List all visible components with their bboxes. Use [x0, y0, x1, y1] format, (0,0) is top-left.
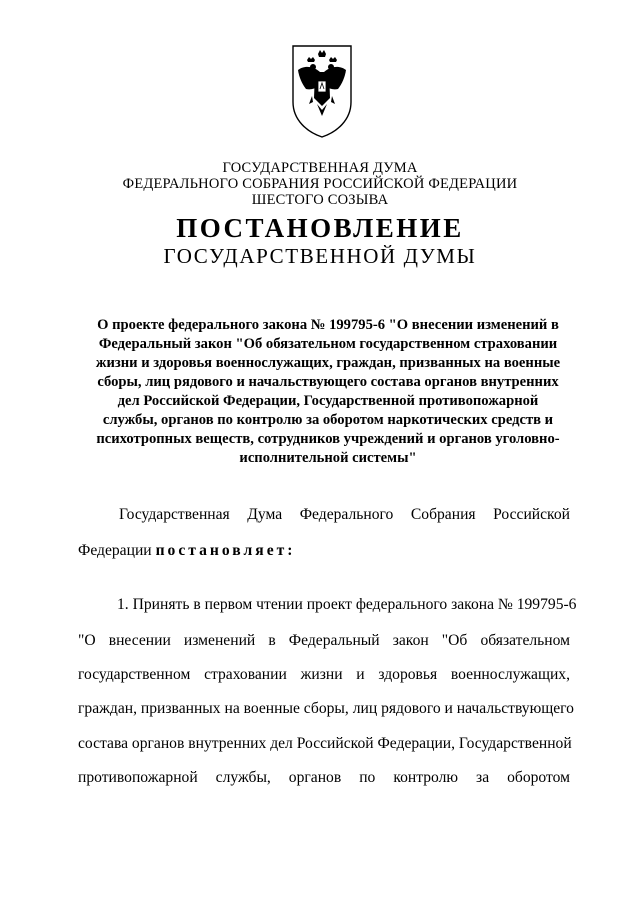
subject-line: Федеральный закон "Об обязательном государственном страховании [98, 336, 558, 352]
convocation-line: ШЕСТОГО СОЗЫВА [251, 192, 389, 208]
subject-line: сборы, лиц рядового и начальствующего состава органов внутренних [97, 374, 559, 390]
document-issuer-subtitle: ГОСУДАРСТВЕННОЙ ДУМЫ [163, 244, 477, 268]
subject-line: жизни и здоровья военнослужащих, граждан, призванных на военные [95, 355, 561, 371]
subject-line: дел Российской Федерации, Государственной противопожарной [117, 393, 539, 409]
item-1-line: граждан, призванных на военные сборы, лиц рядового и начальствующего [78, 700, 574, 717]
state-emblem-icon [287, 40, 357, 140]
subject-line: О проекте федерального закона № 199795-6 "О внесении изменений в [97, 317, 559, 333]
item-1-line: "О внесении изменений в Федеральный закон "Об обязательном [78, 632, 570, 649]
item-1-line: противопожарной службы, органов по контролю за оборотом [78, 769, 570, 786]
item-1-line: состава органов внутренних дел Российской Федерации, Государственной [78, 735, 572, 752]
subject-line: психотропных веществ, сотрудников учреждений и органов уголовно- [96, 431, 560, 447]
subject-line: службы, органов по контролю за оборотом наркотических средств и [102, 412, 554, 428]
organization-line-1: ГОСУДАРСТВЕННАЯ ДУМА [222, 160, 418, 176]
resolves-verb: постановляет: [155, 542, 296, 559]
subject-line: исполнительной системы" [239, 450, 417, 466]
preamble-subject: Федерации [78, 542, 152, 559]
preamble-line-2 [78, 541, 570, 560]
organization-line-2: ФЕДЕРАЛЬНОГО СОБРАНИЯ РОССИЙСКОЙ ФЕДЕРАЦИИ [122, 176, 518, 192]
document-type-title: ПОСТАНОВЛЕНИЕ [176, 213, 464, 243]
item-1-line: государственном страховании жизни и здоровья военнослужащих, [78, 666, 570, 683]
preamble-line-1: Государственная Дума Федерального Собрания Российской [119, 506, 570, 523]
item-1-line: 1. Принять в первом чтении проект федерального закона № 199795-6 [117, 596, 577, 613]
resolution-subject [78, 316, 578, 468]
